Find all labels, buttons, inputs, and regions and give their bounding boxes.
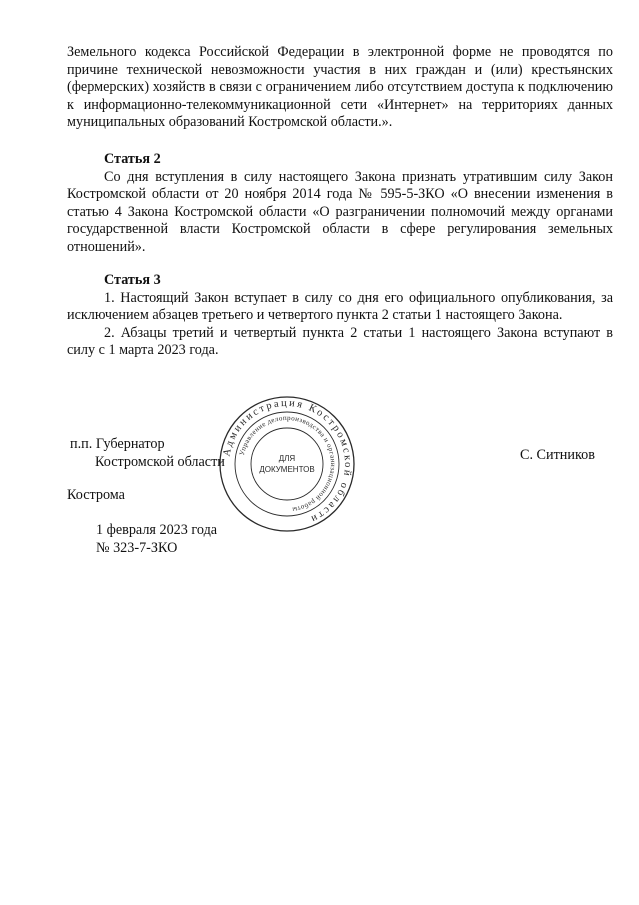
article-3-heading: Статья 3 — [104, 272, 161, 288]
date: 1 февраля 2023 года — [96, 522, 218, 538]
article-3 — [67, 272, 613, 360]
city: Кострома — [67, 487, 125, 503]
law-number: № 323-7-ЗКО — [96, 540, 178, 556]
article-2-heading: Статья 2 — [104, 151, 161, 167]
stamp-center-line-1: ДЛЯ — [278, 454, 296, 463]
signature-region: Костромской области — [95, 454, 225, 470]
official-stamp — [218, 395, 356, 533]
intro-paragraph: Земельного кодекса Российской Федерации в электронной форме не проводятся по причине технической невозможности участия в них граждан и (или) крестьянских (фермерских) хозяйств в связи с ограничением либо отсутствием доступа к подключению к информационно-телекоммуникационной сети «Интернет» на территориях данных муниципальных образований Костромской области.». — [67, 44, 613, 130]
stamp-inner-circle — [251, 428, 323, 500]
stamp-center-line-2: ДОКУМЕНТОВ — [259, 465, 315, 474]
stamp-outer-ring-text: Администрация Костромской области — [221, 397, 354, 526]
article-3-item-1: 1. Настоящий Закон вступает в силу со дня его официального опубликования, за исключением абзацев третьего и четвертого пункта 2 статьи 1 настоящего Закона. — [67, 289, 613, 323]
signature-prefix: п.п. Губернатор — [70, 436, 165, 452]
signature-name: С. Ситников — [520, 447, 595, 463]
stamp-inner-ring-text: Управление делопроизводства и организационной работы — [237, 413, 338, 514]
article-3-item-2: 2. Абзацы третий и четвертый пункта 2 статьи 1 настоящего Закона вступают в силу с 1 марта 2023 года. — [67, 324, 613, 358]
intro-paragraph-block — [67, 44, 613, 132]
article-2-text: Со дня вступления в силу настоящего Закона признать утратившим силу Закон Костромской области от 20 ноября 2014 года № 595-5-ЗКО «О внесении изменения в статью 4 Закона Костромской области «О разграничении полномочий между органами государственной власти Костромской области в сфере регулирования земельных отношений». — [67, 168, 613, 255]
article-2 — [67, 151, 613, 256]
